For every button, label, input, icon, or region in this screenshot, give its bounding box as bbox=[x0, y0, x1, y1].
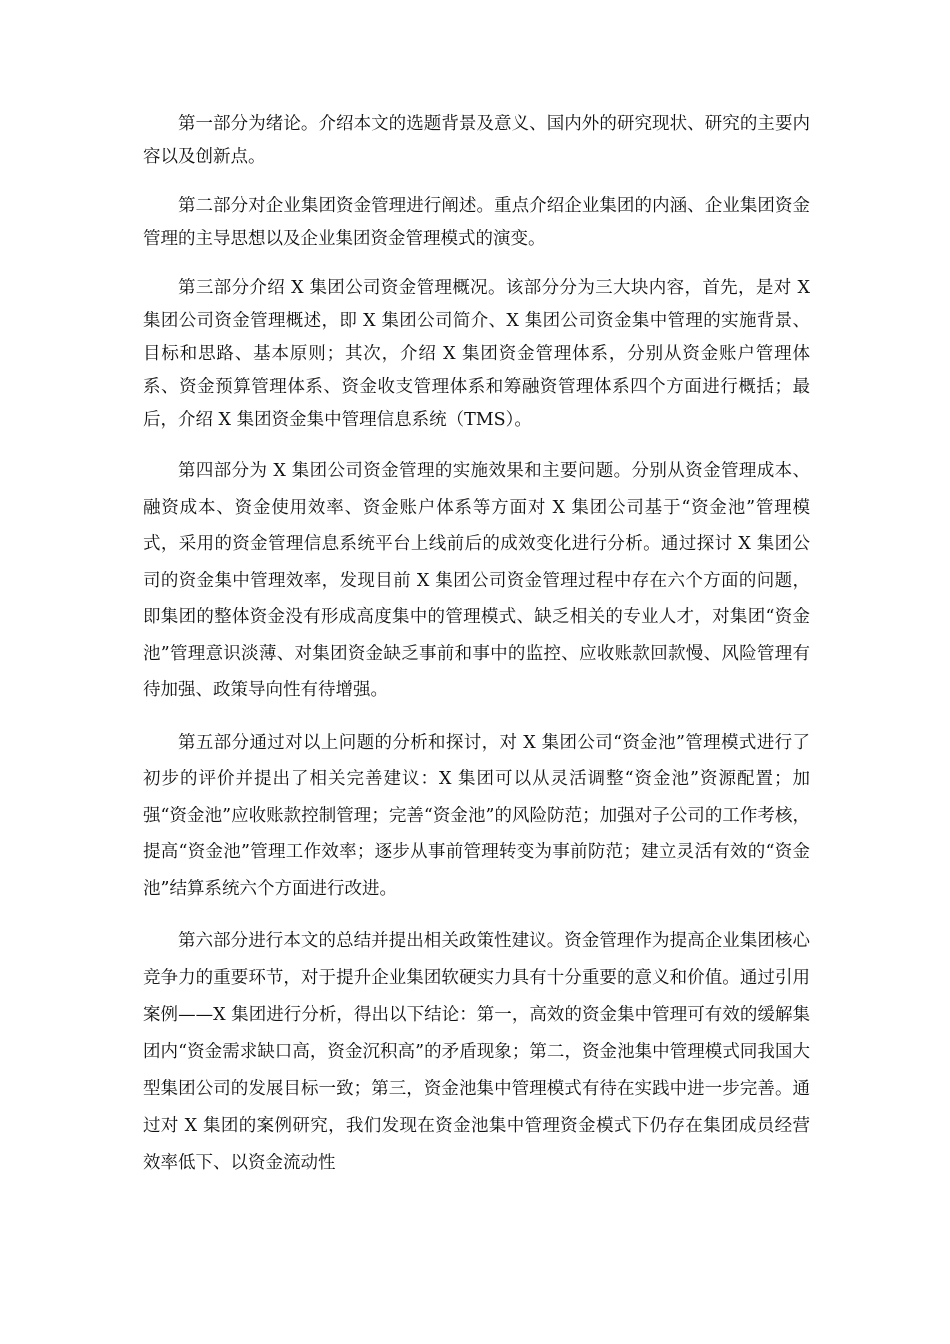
document-body bbox=[143, 108, 810, 1182]
paragraph-part-six: 第六部分进行本文的总结并提出相关政策性建议。资金管理作为提高企业集团核心竞争力的重要环节，对于提升企业集团软硬实力具有十分重要的意义和价值。通过引用案例——X 集团进行分析，得出以下结论：第一，高效的资金集中管理可有效的缓解集团内“资金需求缺口高，资金沉积高”的矛盾现象；第二，资金池集中管理模式同我国大型集团公司的发展目标一致；第三，资金池集中管理模式有待在实践中进一步完善。通过对 X 集团的案例研究，我们发现在资金池集中管理资金模式下仍存在集团成员经营效率低下、以资金流动性 bbox=[143, 931, 810, 1173]
paragraph-part-four: 第四部分为 X 集团公司资金管理的实施效果和主要问题。分别从资金管理成本、融资成本、资金使用效率、资金账户体系等方面对 X 集团公司基于“资金池”管理模式，采用的资金管理信息系统平台上线前后的成效变化进行分析。通过探讨 X 集团公司的资金集中管理效率，发现目前 X 集团公司资金管理过程中存在六个方面的问题，即集团的整体资金没有形成高度集中的管理模式、缺乏相关的专业人才，对集团“资金池”管理意识淡薄、对集团资金缺乏事前和事中的监控、应收账款回款慢、风险管理有待加强、政策导向性有待增强。 bbox=[143, 461, 810, 700]
paragraph-part-two: 第二部分对企业集团资金管理进行阐述。重点介绍企业集团的内涵、企业集团资金管理的主导思想以及企业集团资金管理模式的演变。 bbox=[143, 196, 810, 249]
paragraph-part-five: 第五部分通过对以上问题的分析和探讨，对 X 集团公司“资金池”管理模式进行了初步的评价并提出了相关完善建议：X 集团可以从灵活调整“资金池”资源配置；加强“资金池”应收账款控制管理；完善“资金池”的风险防范；加强对子公司的工作考核，提高“资金池”管理工作效率；逐步从事前管理转变为事前防范；建立灵活有效的“资金池”结算系统六个方面进行改进。 bbox=[143, 732, 810, 899]
paragraph-part-one: 第一部分为绪论。介绍本文的选题背景及意义、国内外的研究现状、研究的主要内容以及创新点。 bbox=[143, 114, 810, 167]
paragraph-part-three: 第三部分介绍 X 集团公司资金管理概况。该部分分为三大块内容，首先，是对 X 集团公司资金管理概述，即 X 集团公司简介、X 集团公司资金集中管理的实施背景、目标和思路、基本原则；其次，介绍 X 集团资金管理体系，分别从资金账户管理体系、资金预算管理体系、资金收支管理体系和筹融资管理体系四个方面进行概括；最后，介绍 X 集团资金集中管理信息系统（TMS）。 bbox=[143, 278, 810, 430]
